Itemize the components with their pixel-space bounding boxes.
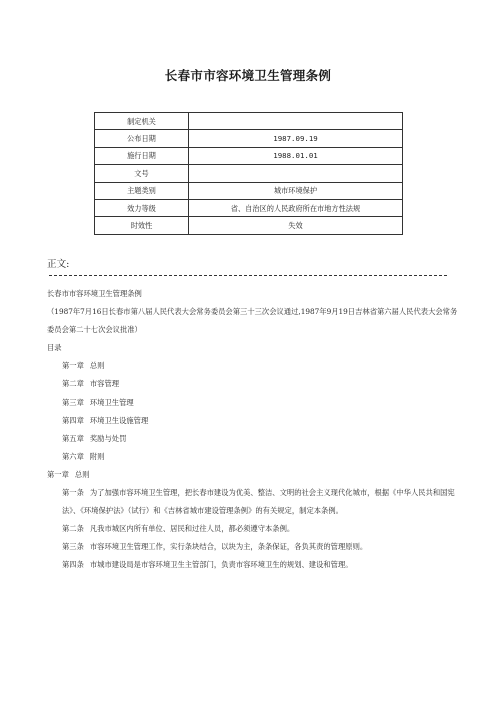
document-name: 长春市市容环境卫生管理条例 (47, 289, 142, 298)
toc-item (47, 430, 461, 448)
chapter-name: 总则 (74, 469, 90, 479)
toc-chapter-name: 环境卫生管理 (89, 397, 134, 407)
meta-value: 失效 (189, 217, 403, 234)
meta-value: 1987.09.19 (189, 130, 403, 147)
toc-item (47, 357, 461, 375)
toc-chapter-number: 第三章 (62, 397, 84, 407)
meta-value: 省、自治区的人民政府所在市地方性法规 (189, 199, 403, 216)
article-text: 市容环境卫生管理工作，实行条块结合，以块为主，条条保证，各负其责的管理原则。 (89, 542, 368, 552)
meta-value: 城市环境保护 (189, 182, 403, 199)
dashed-divider (49, 275, 447, 276)
article (47, 520, 461, 538)
body-heading: 正文: (47, 259, 70, 270)
toc-item (47, 394, 461, 412)
meta-label: 文号 (95, 165, 189, 182)
body-text (47, 285, 461, 575)
toc-chapter-number: 第六章 (62, 451, 84, 461)
meta-label: 时效性 (95, 217, 189, 234)
meta-row (95, 147, 403, 164)
article-number: 第三条 (62, 542, 84, 552)
chapter-heading (47, 466, 461, 484)
article-text: 市城市建设局是市容环境卫生主管部门，负责市容环境卫生的规划、建设和管理。 (89, 560, 353, 570)
adoption-note: （1987年7月16日长春市第八届人民代表大会常务委员会第三十三次会议通过,1987年9月19日吉林省第六届人民代表大会常务委员会第二十七次会议批准） (47, 307, 458, 335)
meta-row (95, 165, 403, 182)
article-number: 第二条 (62, 524, 84, 534)
toc-item (47, 448, 461, 466)
toc-chapter-name: 总则 (89, 361, 105, 371)
meta-label: 施行日期 (95, 147, 189, 164)
meta-label: 制定机关 (95, 113, 189, 130)
article (47, 538, 461, 556)
article-number: 第一条 (62, 488, 84, 498)
meta-row (95, 113, 403, 130)
toc-label: 目录 (47, 343, 62, 353)
article-number: 第四条 (62, 560, 84, 570)
toc-item (47, 412, 461, 430)
meta-row (95, 199, 403, 216)
meta-label: 主题类别 (95, 182, 189, 199)
toc-chapter-number: 第四章 (62, 415, 84, 425)
meta-row (95, 130, 403, 147)
metadata-table (94, 112, 403, 235)
meta-value (189, 113, 403, 130)
meta-value (189, 165, 403, 182)
toc-item (47, 375, 461, 393)
toc-chapter-name: 附则 (89, 451, 105, 461)
toc-chapter-name: 环境卫生设施管理 (89, 415, 149, 425)
toc-chapter-number: 第二章 (62, 379, 84, 389)
meta-row (95, 182, 403, 199)
toc-chapter-name: 市容管理 (89, 379, 120, 389)
article-text: 凡我市城区内所有单位、居民和过往人员，都必须遵守本条例。 (89, 524, 295, 534)
meta-row (95, 217, 403, 234)
article (47, 484, 461, 520)
document-title: 长春市市容环境卫生管理条例 (164, 68, 332, 83)
toc-chapter-number: 第五章 (62, 433, 84, 443)
toc-chapter-number: 第一章 (62, 361, 84, 371)
meta-value: 1988.01.01 (189, 147, 403, 164)
meta-label: 效力等级 (95, 199, 189, 216)
article-text: 为了加强市容环境卫生管理，把长春市建设为优美、整洁、文明的社会主义现代化城市，根据《中华人民共和国宪法》、《环境保护法》（试行）和《吉林省城市建设管理条例》的有关规定，制定本条例。 (62, 488, 455, 516)
article (47, 556, 461, 574)
chapter-number: 第一章 (47, 469, 69, 479)
meta-label: 公布日期 (95, 130, 189, 147)
toc-chapter-name: 奖励与处罚 (89, 433, 127, 443)
